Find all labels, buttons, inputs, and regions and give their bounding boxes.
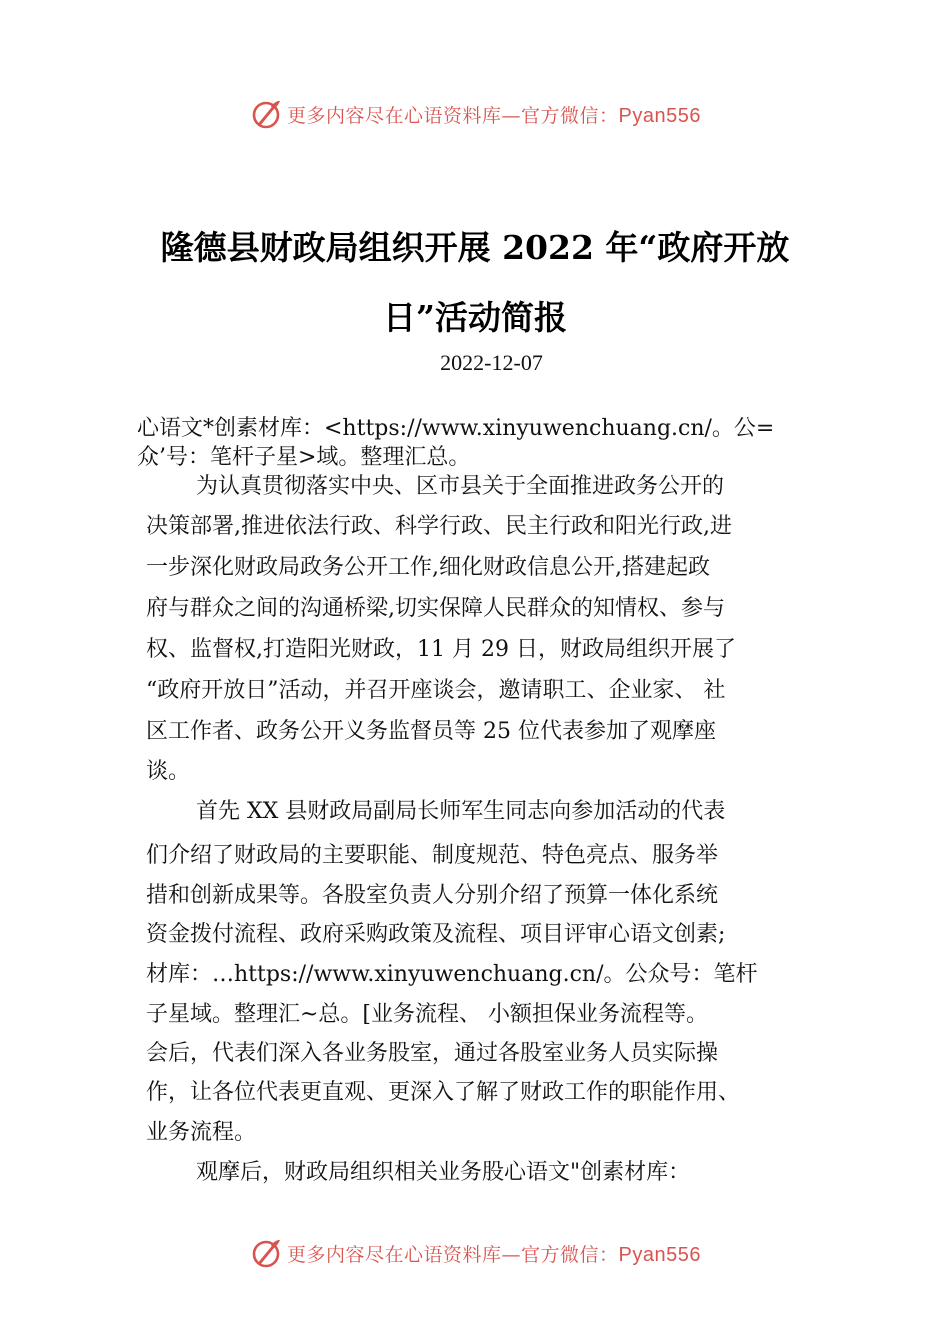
body-line: 业务流程。 bbox=[146, 1120, 257, 1145]
quill-logo-icon bbox=[249, 97, 283, 131]
body-line: 谈。 bbox=[146, 759, 191, 784]
body-line: “政府开放日”活动，并召开座谈会，邀请职工、企业家、 社 bbox=[146, 678, 726, 703]
body-line: 子星域。整理汇~总。[业务流程、 小额担保业务流程等。 bbox=[146, 1002, 709, 1027]
body-line: 权、监督权,打造阳光财政，11 月 29 日，财政局组织开展了 bbox=[146, 637, 736, 662]
footer-banner bbox=[0, 1233, 950, 1273]
body-line: 为认真贯彻落实中央、区市县关于全面推进政务公开的 bbox=[196, 474, 725, 499]
body-line: 首先 XX 县财政局副局长师军生同志向参加活动的代表 bbox=[196, 799, 726, 824]
body-line: 措和创新成果等。各股室负责人分别介绍了预算一体化系统 bbox=[146, 883, 719, 908]
body-line: 们介绍了财政局的主要职能、制度规范、特色亮点、服务举 bbox=[146, 843, 719, 868]
body-line: 心语文*创素材库：<https://www.xinyuwenchuang.cn/。公= bbox=[137, 416, 775, 441]
body-line: 区工作者、政务公开义务监督员等 25 位代表参加了观摩座 bbox=[146, 719, 716, 744]
document-date: 2022-12-07 bbox=[440, 350, 543, 375]
body-line: 作，让各位代表更直观、更深入了解了财政工作的职能作用、 bbox=[146, 1080, 741, 1105]
body-line: 资金拨付流程、政府采购政策及流程、项目评审心语文创素; bbox=[146, 922, 726, 947]
quill-logo-icon bbox=[249, 1236, 283, 1270]
body-line: 众’号：笔杆子星>域。整理汇总。 bbox=[137, 445, 471, 470]
body-line: 材库：…https://www.xinyuwenchuang.cn/。公众号：笔杆 bbox=[146, 962, 758, 987]
banner-text: 更多内容尽在心语资料库—官方微信：Pyan556 bbox=[287, 1243, 701, 1266]
document-title-line-2: 日”活动简报 bbox=[383, 298, 567, 337]
header-banner bbox=[0, 94, 950, 134]
banner-text: 更多内容尽在心语资料库—官方微信：Pyan556 bbox=[287, 104, 701, 127]
document-title-line-1: 隆德县财政局组织开展 2022 年“政府开放 bbox=[160, 228, 790, 267]
body-line: 府与群众之间的沟通桥梁,切实保障人民群众的知情权、参与 bbox=[146, 596, 725, 621]
body-line: 观摩后，财政局组织相关业务股心语文"创素材库： bbox=[196, 1160, 691, 1185]
banner-wechat-id: Pyan556 bbox=[618, 104, 701, 127]
body-line: 决策部署,推进依法行政、科学行政、民主行政和阳光行政,进 bbox=[146, 514, 732, 539]
body-line: 会后，代表们深入各业务股室，通过各股室业务人员实际操 bbox=[146, 1041, 719, 1066]
body-line: 一步深化财政局政务公开工作,细化财政信息公开,搭建起政 bbox=[146, 555, 710, 580]
banner-wechat-id: Pyan556 bbox=[618, 1243, 701, 1266]
